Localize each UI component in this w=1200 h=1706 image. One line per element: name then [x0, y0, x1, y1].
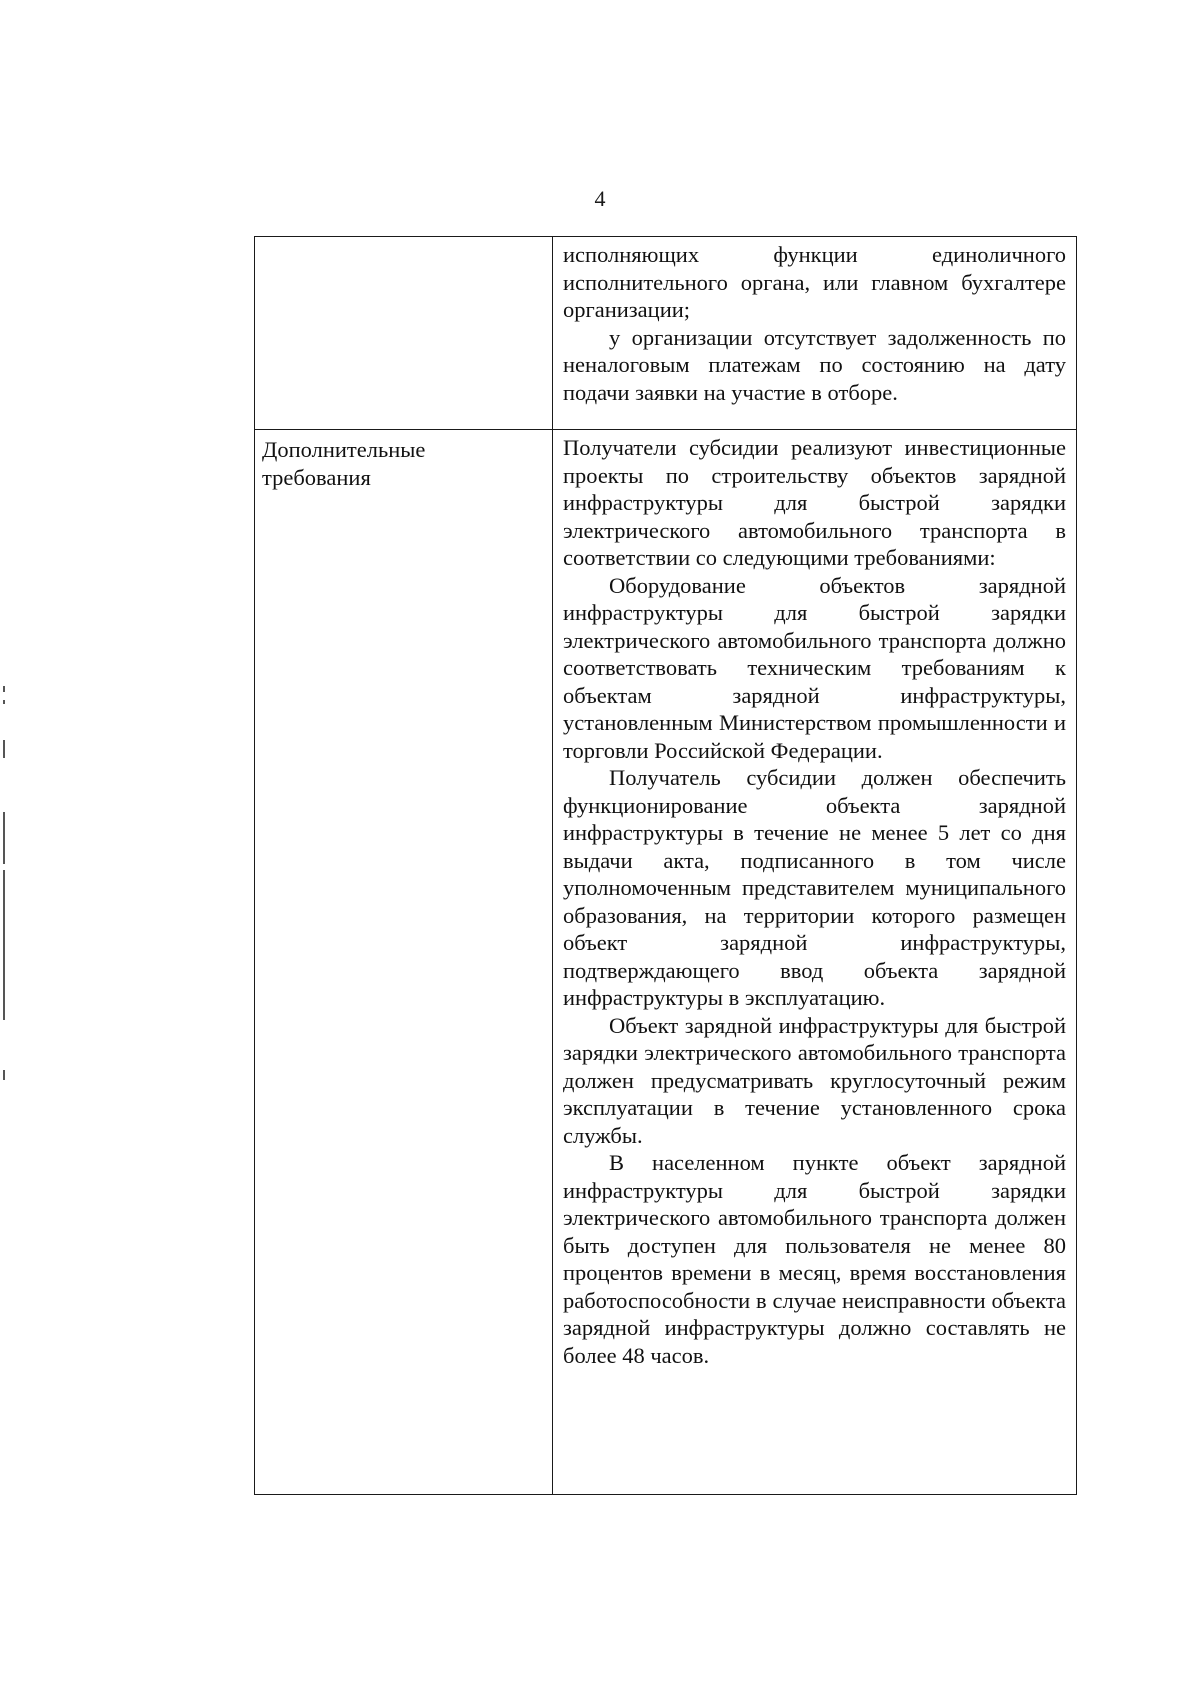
scan-artifact — [3, 812, 5, 864]
requirements-table — [254, 236, 1077, 1495]
row-label-cell — [255, 430, 553, 1495]
page-number: 4 — [594, 186, 606, 211]
table-row — [255, 237, 1077, 430]
scan-artifact — [3, 1070, 5, 1080]
paragraph: Получатели субсидии реализуют инвестиционные проекты по строительству объектов зарядной инфраструктуры для быстрой зарядки электрического автомобильного транспорта в соответствии со следующими требованиями: — [563, 435, 1066, 570]
paragraph: В населенном пункте объект зарядной инфраструктуры для быстрой зарядки электрического автомобильного транспорта должен быть доступен для пользователя не менее 80 процентов времени в месяц, время восстановления работоспособности в случае неисправности объекта зарядной инфраструктуры должно составлять не более 48 часов. — [563, 1150, 1066, 1368]
row-label — [255, 237, 552, 243]
row-label: Дополнительные требования — [262, 437, 426, 490]
paragraph: Объект зарядной инфраструктуры для быстрой зарядки электрического автомобильного транспорта должен предусматривать круглосуточный режим эксплуатации в течение установленного срока службы. — [563, 1012, 1066, 1148]
table-row — [255, 430, 1077, 1495]
scan-artifact — [3, 686, 5, 692]
scan-artifact — [3, 700, 5, 704]
paragraph: у организации отсутствует задолженность по неналоговым платежам по состоянию на дату подачи заявки на участие в отборе. — [563, 324, 1066, 405]
paragraph: Оборудование объектов зарядной инфраструктуры для быстрой зарядки электрического автомобильного транспорта должно соответствовать техническим требованиям к объектам зарядной инфраструктуры, установленным Министерством промышленности и торговли Российской Федерации. — [563, 572, 1066, 763]
scan-artifact — [3, 870, 5, 1020]
row-content-cell — [553, 430, 1077, 1495]
paragraph: исполняющих функции единоличного исполнительного органа, или главном бухгалтере организации; — [563, 242, 1066, 322]
row-label-cell — [255, 237, 553, 430]
row-content-cell — [553, 237, 1077, 430]
paragraph: Получатель субсидии должен обеспечить функционирование объекта зарядной инфраструктуры в течение не менее 5 лет со дня выдачи акта, подписанного в том числе уполномоченным представителем муниципального образования, на территории которого размещен объект зарядной инфраструктуры, подтверждающего ввод объекта зарядной инфраструктуры в эксплуатацию. — [563, 765, 1066, 1010]
scan-artifact — [3, 740, 5, 758]
